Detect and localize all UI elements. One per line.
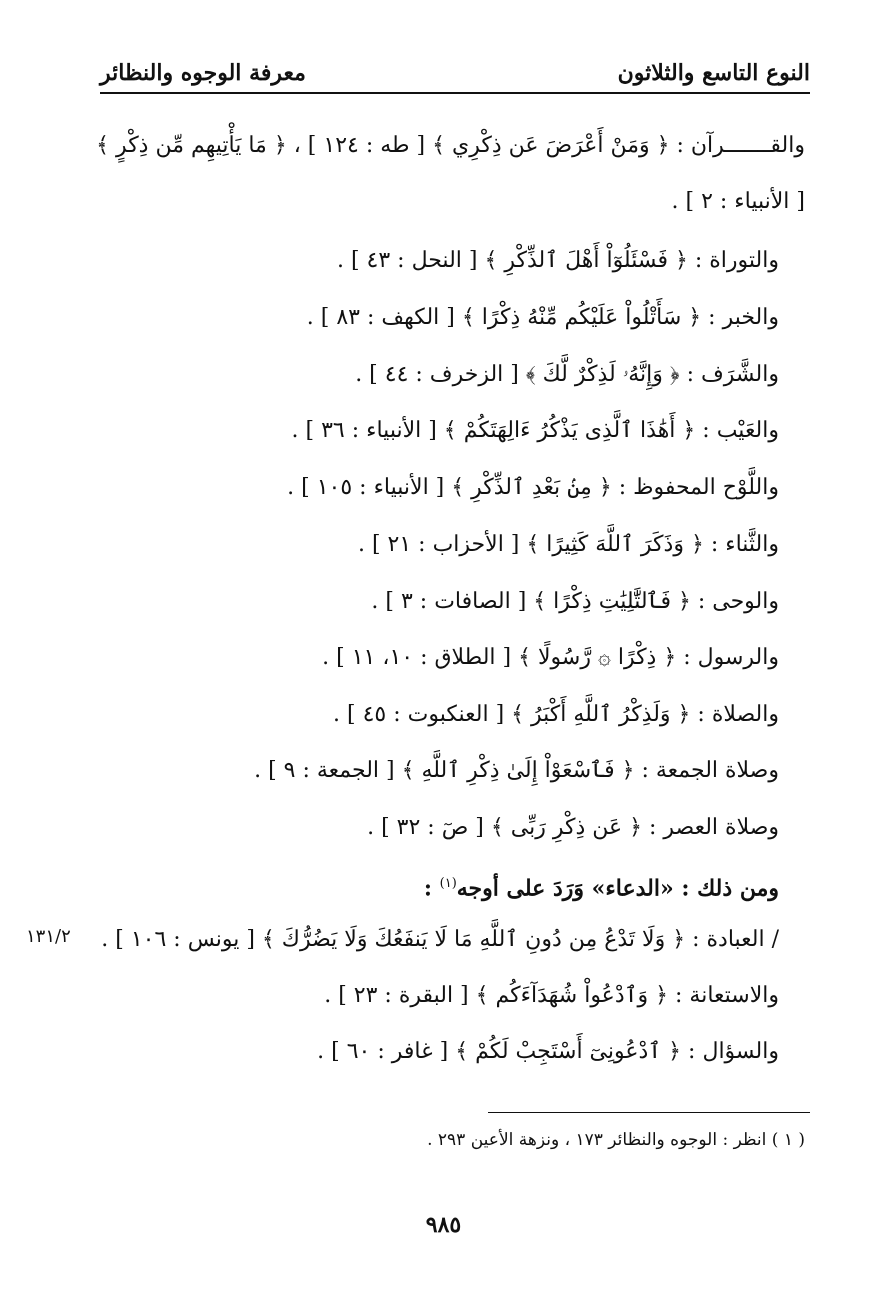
text-line: والصلاة : ﴿ وَلَذِكْرُ ٱللَّهِ أَكْبَرُ ﴾ [ العنكبوت : ٤٥ ] . — [333, 702, 779, 727]
text-line: وصلاة العصر : ﴿ عَن ذِكْرِ رَبِّى ﴾ [ صٓ : ٣٢ ] . — [367, 815, 779, 840]
running-header — [100, 56, 810, 94]
section-heading-tail: : — [423, 875, 440, 902]
text-line: [ الأنبياء : ٢ ] . — [671, 189, 805, 214]
text-line: والاستعانة : ﴿ وَٱدْعُواْ شُهَدَآءَكُم ﴾ [ البقرة : ٢٣ ] . — [324, 983, 779, 1008]
text-line: والشَّرَف : ﴿ وَإِنَّهُۥ لَذِكْرٌ لَّكَ ﴾ [ الزخرف : ٤٤ ] . — [355, 362, 779, 387]
text-line: والخبر : ﴿ سَأَتْلُواْ عَلَيْكُم مِّنْهُ ذِكْرًا ﴾ [ الكهف : ٨٣ ] . — [306, 305, 779, 330]
margin-page-ref: ١٣١/٢ — [26, 926, 71, 947]
text-line: والعَيْب : ﴿ أَهَٰذَا ٱلَّذِى يَذْكُرُ ءَالِهَتَكُمْ ﴾ [ الأنبياء : ٣٦ ] . — [291, 418, 779, 443]
text-line: والوحى : ﴿ فَٱلتَّٰلِيَٰتِ ذِكْرًا ﴾ [ الصافات : ٣ ] . — [371, 589, 779, 614]
text-line: وصلاة الجمعة : ﴿ فَٱسْعَوْاْ إِلَىٰ ذِكْرِ ٱللَّهِ ﴾ [ الجمعة : ٩ ] . — [254, 758, 779, 783]
footnote-divider — [488, 1112, 810, 1113]
text-line: والثَّناء : ﴿ وَذَكَرَ ٱللَّهَ كَثِيرًا ﴾ [ الأحزاب : ٢١ ] . — [357, 532, 779, 557]
section-title: معرفة الوجوه والنظائر — [100, 60, 306, 86]
footnote: ( ١ ) انظر : الوجوه والنظائر ١٧٣ ، ونزهة الأعين ٢٩٣ . — [427, 1130, 805, 1150]
text-line: والقـــــــرآن : ﴿ وَمَنْ أَعْرَضَ عَن ذِكْرِي ﴾ [ طه : ١٢٤ ] ، ﴿ مَا يَأْتِيهِم مِّن ذِكْرٍ ﴾ — [96, 133, 805, 158]
footnote-ref: (١) — [439, 876, 457, 891]
chapter-title: النوع التاسع والثلاثون — [617, 60, 810, 86]
section-heading-lead: ومن ذلك : «الدعاء» وَرَدَ على أوجه — [456, 875, 779, 902]
text-line: والتوراة : ﴿ فَسْئَلُوٓاْ أَهْلَ ٱلذِّكْرِ ﴾ [ النحل : ٤٣ ] . — [336, 248, 779, 273]
text-line: واللَّوْح المحفوظ : ﴿ مِنۢ بَعْدِ ٱلذِّكْرِ ﴾ [ الأنبياء : ١٠٥ ] . — [287, 475, 779, 500]
text-line: والرسول : ﴿ ذِكْرًا ۞ رَّسُولًا ﴾ [ الطلاق : ١٠، ١١ ] . — [322, 645, 779, 670]
section-heading — [424, 868, 779, 905]
text-line: / العبادة : ﴿ وَلَا تَدْعُ مِن دُونِ ٱللَّهِ مَا لَا يَنفَعُكَ وَلَا يَضُرُّكَ ﴾ [ يونس : ١٠٦ ] . — [101, 927, 779, 952]
page-number: ٩٨٥ — [425, 1212, 462, 1238]
text-line: والسؤال : ﴿ ٱدْعُونِىٓ أَسْتَجِبْ لَكُمْ ﴾ [ غافر : ٦٠ ] . — [317, 1039, 779, 1064]
